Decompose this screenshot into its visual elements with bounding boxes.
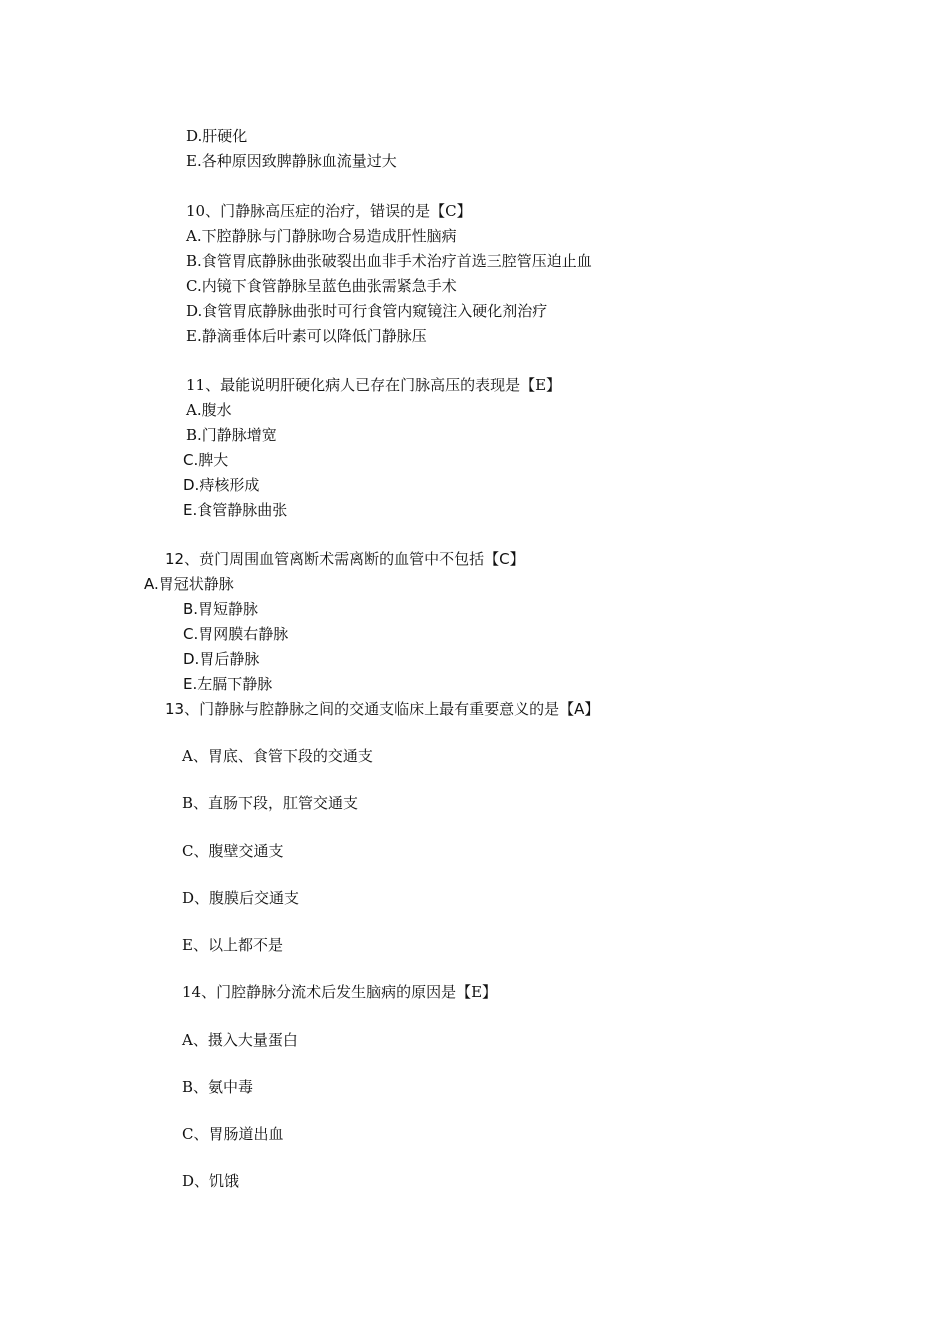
q14-option-c: C、胃肠道出血	[182, 1125, 284, 1143]
q13-option-e: E、以上都不是	[182, 936, 283, 954]
q13-option-c: C、腹壁交通支	[182, 842, 284, 860]
q9-option-e: E.各种原因致脾静脉血流量过大	[186, 152, 397, 170]
q12-option-a: A.胃冠状静脉	[144, 575, 234, 593]
q11-stem: 11、最能说明肝硬化病人已存在门脉高压的表现是【E】	[186, 376, 562, 394]
q10-option-a: A.下腔静脉与门静脉吻合易造成肝性脑病	[186, 227, 457, 245]
q12-option-d: D.胃后静脉	[183, 650, 260, 668]
q10-stem: 10、门静脉高压症的治疗，错误的是【C】	[186, 202, 472, 220]
q14-option-d: D、饥饿	[182, 1172, 240, 1190]
q11-option-d: D.痔核形成	[183, 476, 260, 494]
q9-option-d: D.肝硬化	[186, 127, 248, 145]
q11-option-c: C.脾大	[183, 451, 229, 469]
q13-option-b: B、直肠下段，肛管交通支	[182, 794, 359, 812]
q13-option-a: A、胃底、食管下段的交通支	[182, 747, 373, 765]
q12-option-c: C.胃网膜右静脉	[183, 625, 289, 643]
q12-option-b: B.胃短静脉	[183, 600, 259, 618]
q10-option-b: B.食管胃底静脉曲张破裂出血非手术治疗首选三腔管压迫止血	[186, 252, 592, 270]
q11-option-b: B.门静脉增宽	[186, 426, 277, 444]
q10-option-d: D.食管胃底静脉曲张时可行食管内窥镜注入硬化剂治疗	[186, 302, 548, 320]
q14-option-a: A、摄入大量蛋白	[182, 1031, 298, 1049]
q12-option-e: E.左膈下静脉	[183, 675, 273, 693]
q10-option-e: E.静滴垂体后叶素可以降低门静脉压	[186, 327, 427, 345]
q14-stem: 14、门腔静脉分流术后发生脑病的原因是【E】	[182, 983, 498, 1001]
q13-stem: 13、门静脉与腔静脉之间的交通支临床上最有重要意义的是【A】	[165, 700, 600, 718]
q13-option-d: D、腹膜后交通支	[182, 889, 300, 907]
q11-option-e: E.食管静脉曲张	[183, 501, 288, 519]
q12-stem: 12、贲门周围血管离断术需离断的血管中不包括【C】	[165, 550, 525, 568]
q11-option-a: A.腹水	[186, 401, 232, 419]
q14-option-b: B、氨中毒	[182, 1078, 254, 1096]
q10-option-c: C.内镜下食管静脉呈蓝色曲张需紧急手术	[186, 277, 457, 295]
